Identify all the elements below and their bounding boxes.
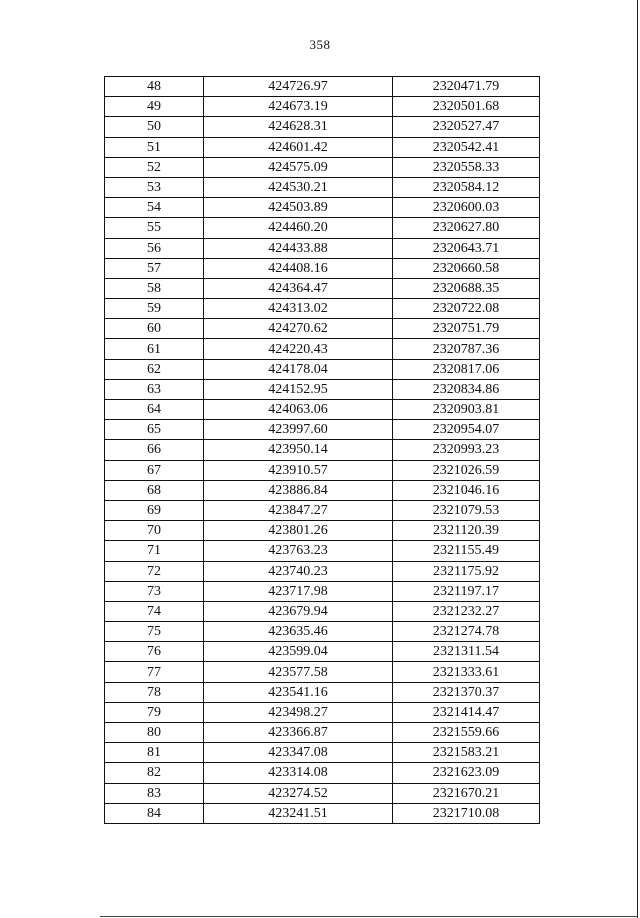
y-coordinate-cell: 2321274.78	[393, 622, 540, 642]
point-number-cell: 57	[105, 258, 204, 278]
table-row	[105, 137, 540, 157]
x-coordinate-cell: 423314.08	[204, 763, 393, 783]
x-coordinate-cell: 424530.21	[204, 177, 393, 197]
x-coordinate-cell: 424601.42	[204, 137, 393, 157]
point-number-cell: 70	[105, 521, 204, 541]
y-coordinate-cell: 2320787.36	[393, 339, 540, 359]
y-coordinate-cell: 2321155.49	[393, 541, 540, 561]
y-coordinate-cell: 2320751.79	[393, 319, 540, 339]
x-coordinate-cell: 423541.16	[204, 682, 393, 702]
y-coordinate-cell: 2321333.61	[393, 662, 540, 682]
x-coordinate-cell: 423740.23	[204, 561, 393, 581]
point-number-cell: 75	[105, 622, 204, 642]
coordinates-table	[104, 76, 540, 824]
table-row	[105, 177, 540, 197]
point-number-cell: 76	[105, 642, 204, 662]
table-row	[105, 642, 540, 662]
y-coordinate-cell: 2320660.58	[393, 258, 540, 278]
point-number-cell: 58	[105, 278, 204, 298]
x-coordinate-cell: 423847.27	[204, 500, 393, 520]
page-edge-bottom	[100, 916, 638, 917]
table-row	[105, 521, 540, 541]
table-row	[105, 581, 540, 601]
table-row	[105, 682, 540, 702]
x-coordinate-cell: 424364.47	[204, 278, 393, 298]
x-coordinate-cell: 424313.02	[204, 299, 393, 319]
y-coordinate-cell: 2320471.79	[393, 77, 540, 97]
x-coordinate-cell: 424673.19	[204, 97, 393, 117]
point-number-cell: 73	[105, 581, 204, 601]
table-row	[105, 278, 540, 298]
point-number-cell: 78	[105, 682, 204, 702]
x-coordinate-cell: 424726.97	[204, 77, 393, 97]
y-coordinate-cell: 2321670.21	[393, 783, 540, 803]
y-coordinate-cell: 2321046.16	[393, 480, 540, 500]
point-number-cell: 63	[105, 379, 204, 399]
x-coordinate-cell: 423366.87	[204, 723, 393, 743]
x-coordinate-cell: 423763.23	[204, 541, 393, 561]
y-coordinate-cell: 2320600.03	[393, 198, 540, 218]
y-coordinate-cell: 2321311.54	[393, 642, 540, 662]
x-coordinate-cell: 424503.89	[204, 198, 393, 218]
x-coordinate-cell: 423577.58	[204, 662, 393, 682]
page-edge-right	[637, 0, 638, 918]
y-coordinate-cell: 2321026.59	[393, 460, 540, 480]
y-coordinate-cell: 2320954.07	[393, 420, 540, 440]
y-coordinate-cell: 2320643.71	[393, 238, 540, 258]
table-row	[105, 258, 540, 278]
y-coordinate-cell: 2320688.35	[393, 278, 540, 298]
x-coordinate-cell: 423274.52	[204, 783, 393, 803]
x-coordinate-cell: 423997.60	[204, 420, 393, 440]
table-row	[105, 319, 540, 339]
table-row	[105, 198, 540, 218]
y-coordinate-cell: 2321079.53	[393, 500, 540, 520]
table-row	[105, 97, 540, 117]
point-number-cell: 56	[105, 238, 204, 258]
point-number-cell: 59	[105, 299, 204, 319]
point-number-cell: 52	[105, 157, 204, 177]
table-row	[105, 622, 540, 642]
x-coordinate-cell: 423241.51	[204, 803, 393, 823]
point-number-cell: 79	[105, 702, 204, 722]
point-number-cell: 66	[105, 440, 204, 460]
y-coordinate-cell: 2321559.66	[393, 723, 540, 743]
table-row	[105, 743, 540, 763]
x-coordinate-cell: 424460.20	[204, 218, 393, 238]
table-row	[105, 763, 540, 783]
point-number-cell: 50	[105, 117, 204, 137]
table-row	[105, 723, 540, 743]
x-coordinate-cell: 424178.04	[204, 359, 393, 379]
y-coordinate-cell: 2321370.37	[393, 682, 540, 702]
y-coordinate-cell: 2321232.27	[393, 601, 540, 621]
point-number-cell: 67	[105, 460, 204, 480]
table-row	[105, 299, 540, 319]
point-number-cell: 51	[105, 137, 204, 157]
table-row	[105, 662, 540, 682]
y-coordinate-cell: 2320817.06	[393, 359, 540, 379]
table-row	[105, 702, 540, 722]
table-row	[105, 117, 540, 137]
x-coordinate-cell: 424433.88	[204, 238, 393, 258]
x-coordinate-cell: 424270.62	[204, 319, 393, 339]
y-coordinate-cell: 2320558.33	[393, 157, 540, 177]
page-number: 358	[309, 37, 331, 52]
coordinates-table-body	[105, 77, 540, 824]
point-number-cell: 49	[105, 97, 204, 117]
y-coordinate-cell: 2320527.47	[393, 117, 540, 137]
table-row	[105, 420, 540, 440]
point-number-cell: 71	[105, 541, 204, 561]
point-number-cell: 83	[105, 783, 204, 803]
table-row	[105, 157, 540, 177]
y-coordinate-cell: 2320584.12	[393, 177, 540, 197]
x-coordinate-cell: 423801.26	[204, 521, 393, 541]
x-coordinate-cell: 424628.31	[204, 117, 393, 137]
y-coordinate-cell: 2321120.39	[393, 521, 540, 541]
y-coordinate-cell: 2320542.41	[393, 137, 540, 157]
x-coordinate-cell: 423635.46	[204, 622, 393, 642]
y-coordinate-cell: 2320834.86	[393, 379, 540, 399]
point-number-cell: 68	[105, 480, 204, 500]
table-row	[105, 400, 540, 420]
point-number-cell: 82	[105, 763, 204, 783]
table-row	[105, 783, 540, 803]
table-row	[105, 601, 540, 621]
y-coordinate-cell: 2320722.08	[393, 299, 540, 319]
table-row	[105, 480, 540, 500]
x-coordinate-cell: 423717.98	[204, 581, 393, 601]
point-number-cell: 64	[105, 400, 204, 420]
point-number-cell: 60	[105, 319, 204, 339]
point-number-cell: 48	[105, 77, 204, 97]
y-coordinate-cell: 2321583.21	[393, 743, 540, 763]
point-number-cell: 72	[105, 561, 204, 581]
y-coordinate-cell: 2321623.09	[393, 763, 540, 783]
x-coordinate-cell: 423950.14	[204, 440, 393, 460]
x-coordinate-cell: 423498.27	[204, 702, 393, 722]
x-coordinate-cell: 423679.94	[204, 601, 393, 621]
x-coordinate-cell: 424220.43	[204, 339, 393, 359]
point-number-cell: 54	[105, 198, 204, 218]
y-coordinate-cell: 2321175.92	[393, 561, 540, 581]
y-coordinate-cell: 2321710.08	[393, 803, 540, 823]
point-number-cell: 81	[105, 743, 204, 763]
x-coordinate-cell: 424152.95	[204, 379, 393, 399]
table-row	[105, 339, 540, 359]
x-coordinate-cell: 424408.16	[204, 258, 393, 278]
table-row	[105, 379, 540, 399]
point-number-cell: 61	[105, 339, 204, 359]
point-number-cell: 65	[105, 420, 204, 440]
table-row	[105, 359, 540, 379]
point-number-cell: 62	[105, 359, 204, 379]
table-row	[105, 440, 540, 460]
y-coordinate-cell: 2320903.81	[393, 400, 540, 420]
table-row	[105, 561, 540, 581]
y-coordinate-cell: 2320501.68	[393, 97, 540, 117]
point-number-cell: 53	[105, 177, 204, 197]
y-coordinate-cell: 2320993.23	[393, 440, 540, 460]
x-coordinate-cell: 423910.57	[204, 460, 393, 480]
x-coordinate-cell: 423886.84	[204, 480, 393, 500]
table-row	[105, 500, 540, 520]
point-number-cell: 69	[105, 500, 204, 520]
x-coordinate-cell: 423599.04	[204, 642, 393, 662]
point-number-cell: 77	[105, 662, 204, 682]
x-coordinate-cell: 423347.08	[204, 743, 393, 763]
y-coordinate-cell: 2320627.80	[393, 218, 540, 238]
table-row	[105, 238, 540, 258]
table-row	[105, 803, 540, 823]
table-row	[105, 460, 540, 480]
point-number-cell: 84	[105, 803, 204, 823]
x-coordinate-cell: 424575.09	[204, 157, 393, 177]
y-coordinate-cell: 2321414.47	[393, 702, 540, 722]
table-row	[105, 541, 540, 561]
point-number-cell: 80	[105, 723, 204, 743]
point-number-cell: 55	[105, 218, 204, 238]
point-number-cell: 74	[105, 601, 204, 621]
table-row	[105, 218, 540, 238]
table-row	[105, 77, 540, 97]
y-coordinate-cell: 2321197.17	[393, 581, 540, 601]
x-coordinate-cell: 424063.06	[204, 400, 393, 420]
